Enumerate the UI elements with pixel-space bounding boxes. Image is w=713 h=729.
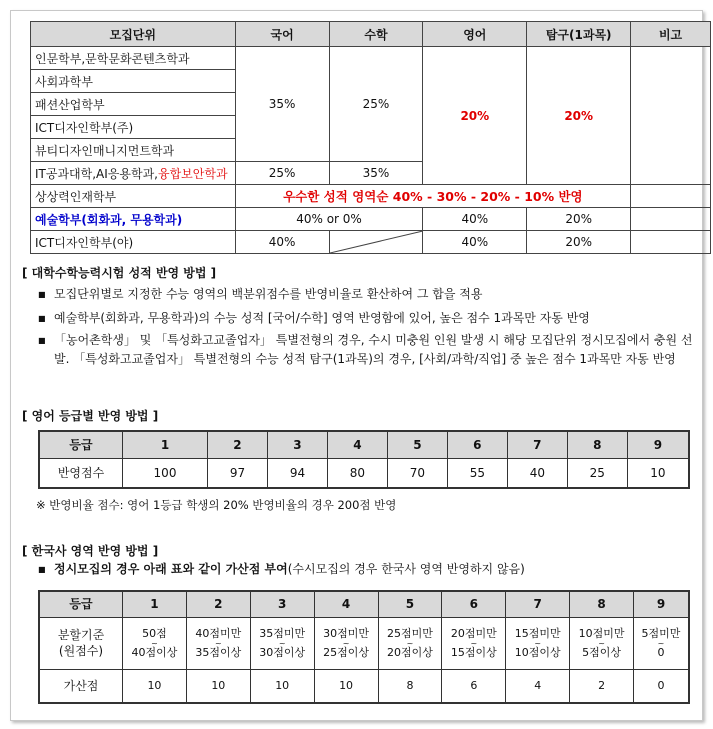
range-lower: 5점이상 [582, 645, 621, 659]
score-cell: 80 [327, 458, 387, 488]
remarks-cell [631, 185, 711, 208]
range-upper: 20점미만 [450, 626, 497, 640]
bonus-cell: 8 [378, 669, 442, 703]
score-cell: 70 [387, 458, 447, 488]
header-unit: 모집단위 [31, 22, 236, 47]
score-cell: 40 [507, 458, 567, 488]
score-cell: 100 [123, 458, 208, 488]
bonus-cell: 10 [250, 669, 314, 703]
inquiry-ratio: 20% [527, 231, 631, 254]
range-lower: 0 [657, 645, 665, 659]
inquiry-ratio: 20% [527, 47, 631, 185]
range-label-line1: 분할기준 [57, 628, 105, 642]
grade-cell: 7 [507, 431, 567, 458]
unit-name: 사회과학부 [31, 70, 236, 93]
grade-cell: 6 [447, 431, 507, 458]
table-header-row [31, 22, 711, 47]
section-title-history: [ 한국사 영역 반영 방법 ] [22, 544, 159, 558]
english-ratio: 20% [423, 47, 527, 185]
english-ratio: 40% [423, 208, 527, 231]
range-lower: 15점이상 [450, 645, 497, 659]
range-cell: 25점미만 ~ 20점이상 [378, 617, 442, 669]
math-ratio: 25% [329, 47, 423, 162]
list-item [36, 560, 696, 579]
math-empty-cell [329, 231, 423, 254]
grade-label: 등급 [39, 431, 123, 458]
korean-ratio: 35% [235, 47, 329, 162]
table-row [31, 47, 711, 70]
range-lower: 30점이상 [259, 645, 306, 659]
remarks-cell [631, 231, 711, 254]
header-inquiry: 탐구(1과목) [527, 22, 631, 47]
history-bullet-list [36, 560, 696, 579]
list-item: ■ 예술학부(회화과, 무용학과)의 수능 성적 [국어/수학] 영역 반영함에 있어, 높은 점수 1과목만 자동 반영 [36, 309, 696, 328]
unit-name: 인문학부,문학문화콘텐츠학과 [31, 47, 236, 70]
header-korean: 국어 [235, 22, 329, 47]
table-row [31, 208, 711, 231]
grade-cell: 7 [506, 591, 570, 617]
score-cell: 55 [447, 458, 507, 488]
remarks-cell [631, 47, 711, 185]
grade-cell: 3 [267, 431, 327, 458]
range-cell: 30점미만 ~ 25점이상 [314, 617, 378, 669]
grade-cell: 1 [123, 431, 208, 458]
header-english: 영어 [423, 22, 527, 47]
grade-cell: 9 [634, 591, 690, 617]
bonus-cell: 0 [634, 669, 690, 703]
bonus-cell: 6 [442, 669, 506, 703]
grade-cell: 2 [186, 591, 250, 617]
math-ratio: 35% [329, 162, 423, 185]
range-upper: 10점미만 [578, 626, 625, 640]
range-upper: 40점미만 [195, 626, 242, 640]
unit-name [31, 162, 236, 185]
unit-name-highlight: 융합보안학과 [157, 166, 228, 181]
merged-ratio-note: 우수한 성적 영역순 40% - 30% - 20% - 10% 반영 [235, 185, 630, 208]
grade-cell: 6 [442, 591, 506, 617]
table-row [31, 185, 711, 208]
bonus-label: 가산점 [39, 669, 123, 703]
range-lower: 40점이상 [131, 645, 178, 659]
unit-name: ICT디자인학부(야) [31, 231, 236, 254]
score-cell: 94 [267, 458, 327, 488]
korean-ratio: 40% [235, 231, 329, 254]
csat-bullet-list [36, 285, 696, 369]
bonus-row [39, 669, 689, 703]
english-note: ※ 반영비율 점수: 영어 1등급 학생의 20% 반영비율의 경우 200점 반영 [36, 498, 397, 512]
range-upper: 50점 [142, 626, 167, 640]
grade-cell: 4 [327, 431, 387, 458]
inquiry-ratio: 20% [527, 208, 631, 231]
grade-cell: 5 [378, 591, 442, 617]
unit-name: 예술학부(회화과, 무용학과) [31, 208, 236, 231]
score-label: 반영점수 [39, 458, 123, 488]
diagonal-line [330, 231, 423, 253]
header-remarks: 비고 [631, 22, 711, 47]
grade-cell: 8 [567, 431, 627, 458]
history-bullet-bold: 정시모집의 경우 아래 표와 같이 가산점 부여 [54, 562, 288, 576]
history-bonus-table [38, 590, 690, 704]
range-lower: 10점이상 [514, 645, 561, 659]
grade-cell: 4 [314, 591, 378, 617]
range-upper: 25점미만 [387, 626, 433, 640]
korean-math-ratio: 40% or 0% [235, 208, 423, 231]
range-cell: 15점미만 ~ 10점이상 [506, 617, 570, 669]
range-upper: 35점미만 [259, 626, 306, 640]
range-label [39, 617, 123, 669]
score-row [39, 458, 689, 488]
score-cell: 97 [208, 458, 268, 488]
list-item: ■ 「농어촌학생」 및 「특성화고교졸업자」 특별전형의 경우, 수시 미충원 인원 발생 시 해당 모집단위 정시모집에서 충원 선발. 「특성화고교졸업자」 특별전형의 수능 성적 탐구(1과목)의 경우, [사회/과학/직업] 중 높은 점수 1과목만 자동 반영 [36, 331, 696, 369]
unit-name: 뷰티디자인매니지먼트학과 [31, 139, 236, 162]
range-cell: 50점 ~ 40점이상 [123, 617, 187, 669]
grade-cell: 3 [250, 591, 314, 617]
range-label-line2: (원점수) [58, 644, 104, 658]
bonus-cell: 10 [186, 669, 250, 703]
bonus-cell: 4 [506, 669, 570, 703]
range-upper: 30점미만 [323, 626, 369, 640]
grade-label: 등급 [39, 591, 123, 617]
range-cell: 20점미만 ~ 15점이상 [442, 617, 506, 669]
range-lower: 25점이상 [323, 645, 369, 659]
score-cell: 25 [567, 458, 627, 488]
admission-ratio-table [30, 21, 711, 254]
table-row [31, 231, 711, 254]
history-bullet-rest: (수시모집의 경우 한국사 영역 반영하지 않음) [287, 562, 525, 576]
section-title-csat: [ 대학수학능력시험 성적 반영 방법 ] [22, 266, 217, 280]
english-ratio: 40% [423, 231, 527, 254]
unit-name: 상상력인재학부 [31, 185, 236, 208]
list-item: ■ 모집단위별로 지정한 수능 영역의 백분위점수를 반영비율로 환산하여 그 합을 적용 [36, 285, 696, 304]
range-cell: 40점미만 ~ 35점이상 [186, 617, 250, 669]
range-upper: 15점미만 [514, 626, 561, 640]
grade-cell: 5 [387, 431, 447, 458]
grade-row [39, 591, 689, 617]
remarks-cell [631, 208, 711, 231]
unit-name-part: IT공과대학,AI응용학과, [35, 166, 158, 181]
korean-ratio: 25% [235, 162, 329, 185]
section-title-english: [ 영어 등급별 반영 방법 ] [22, 409, 159, 423]
grade-cell: 8 [570, 591, 634, 617]
score-cell: 10 [627, 458, 689, 488]
range-lower: 20점이상 [387, 645, 433, 659]
bonus-cell: 10 [123, 669, 187, 703]
range-upper: 5점미만 [641, 626, 681, 640]
grade-cell: 9 [627, 431, 689, 458]
header-math: 수학 [329, 22, 423, 47]
english-grade-table [38, 430, 690, 489]
bonus-cell: 2 [570, 669, 634, 703]
range-cell: 5점미만 ~ 0 [634, 617, 690, 669]
bonus-cell: 10 [314, 669, 378, 703]
grade-cell: 1 [123, 591, 187, 617]
unit-name: ICT디자인학부(주) [31, 116, 236, 139]
range-cell: 10점미만 ~ 5점이상 [570, 617, 634, 669]
range-row [39, 617, 689, 669]
range-cell: 35점미만 ~ 30점이상 [250, 617, 314, 669]
grade-cell: 2 [208, 431, 268, 458]
range-lower: 35점이상 [195, 645, 242, 659]
grade-row [39, 431, 689, 458]
unit-name: 패션산업학부 [31, 93, 236, 116]
